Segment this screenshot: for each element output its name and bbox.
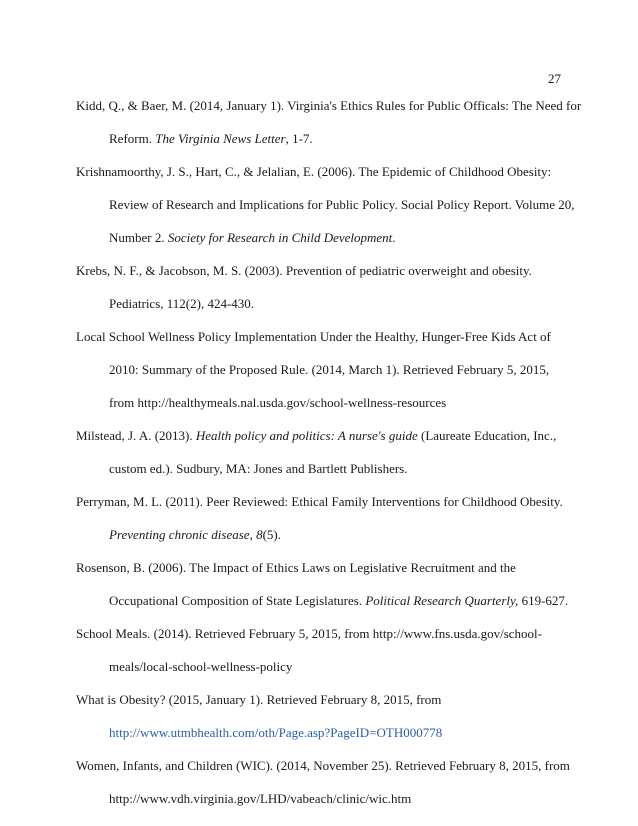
reference-first-line bbox=[76, 692, 566, 708]
reference-entry bbox=[76, 98, 582, 147]
reference-continuation-line bbox=[76, 395, 566, 411]
reference-text: (5). bbox=[262, 527, 281, 542]
reference-entry bbox=[76, 329, 566, 411]
reference-text: Kidd, Q., & Baer, M. (2014, January 1). Virginia's Ethics Rules for Public Officals: The Need for bbox=[76, 98, 582, 113]
reference-continuation-line bbox=[76, 461, 566, 477]
reference-first-line bbox=[76, 164, 566, 180]
reference-text: 2010: Summary of the Proposed Rule. (2014, March 1). Retrieved February 5, 2015, bbox=[109, 362, 550, 377]
reference-text: 619-627. bbox=[518, 593, 569, 608]
reference-text: http://www.vdh.virginia.gov/LHD/vabeach/clinic/wic.htm bbox=[109, 791, 412, 806]
reference-continuation-line bbox=[76, 791, 566, 807]
reference-first-line bbox=[76, 329, 566, 345]
reference-text: Krebs, N. F., & Jacobson, M. S. (2003). Prevention of pediatric overweight and obesity. bbox=[76, 263, 532, 278]
reference-continuation-line bbox=[76, 131, 566, 147]
reference-text: Reform. bbox=[109, 131, 156, 146]
reference-text: Perryman, M. L. (2011). Peer Reviewed: Ethical Family Interventions for Childhood Obesity. bbox=[76, 494, 563, 509]
reference-text: meals/local-school-wellness-policy bbox=[109, 659, 293, 674]
reference-first-line bbox=[76, 560, 566, 576]
reference-continuation-line bbox=[76, 659, 566, 675]
reference-italic-text: Political Research Quarterly, bbox=[365, 593, 519, 608]
reference-continuation-line bbox=[76, 197, 575, 213]
reference-italic-text: Health policy and politics: A nurse's guide bbox=[195, 428, 418, 443]
reference-continuation-line bbox=[76, 725, 566, 741]
reference-text: Occupational Composition of State Legislatures. bbox=[109, 593, 366, 608]
reference-entry bbox=[76, 428, 566, 477]
reference-text: Krishnamoorthy, J. S., Hart, C., & Jelalian, E. (2006). The Epidemic of Childhood Obesity: bbox=[76, 164, 552, 179]
reference-entry bbox=[76, 626, 566, 675]
reference-continuation-line bbox=[76, 527, 566, 543]
reference-text: (Laureate Education, Inc., bbox=[417, 428, 557, 443]
reference-text: Number 2. bbox=[109, 230, 168, 245]
reference-text: Women, Infants, and Children (WIC). (2014, November 25). Retrieved February 8, 2015, from bbox=[76, 758, 570, 773]
page-number: 27 bbox=[548, 71, 561, 86]
reference-first-line bbox=[76, 494, 566, 510]
reference-italic-text: 8 bbox=[256, 527, 263, 542]
reference-first-line bbox=[76, 98, 582, 114]
reference-text: , bbox=[249, 527, 257, 542]
reference-link[interactable]: http://www.utmbhealth.com/oth/Page.asp?PageID=OTH000778 bbox=[109, 725, 443, 740]
reference-text: . bbox=[392, 230, 396, 245]
reference-first-line bbox=[76, 263, 566, 279]
reference-entry bbox=[76, 560, 569, 609]
reference-entry bbox=[76, 263, 566, 312]
reference-text: Pediatrics, 112(2), 424-430. bbox=[109, 296, 255, 311]
reference-first-line bbox=[76, 626, 566, 642]
reference-entry bbox=[76, 494, 566, 543]
reference-continuation-line bbox=[76, 593, 569, 609]
reference-text: Rosenson, B. (2006). The Impact of Ethics Laws on Legislative Recruitment and the bbox=[76, 560, 516, 575]
reference-italic-text: Society for Research in Child Development bbox=[167, 230, 393, 245]
reference-first-line bbox=[76, 758, 570, 774]
reference-first-line bbox=[76, 428, 566, 444]
reference-entry bbox=[76, 164, 575, 246]
reference-continuation-line bbox=[76, 296, 566, 312]
reference-continuation-line bbox=[76, 230, 566, 246]
reference-text: Local School Wellness Policy Implementation Under the Healthy, Hunger-Free Kids Act of bbox=[76, 329, 551, 344]
reference-entry bbox=[76, 692, 566, 741]
reference-continuation-line bbox=[76, 362, 566, 378]
reference-italic-text: The Virginia News Letter bbox=[155, 131, 286, 146]
reference-entry bbox=[76, 758, 570, 807]
reference-text: from http://healthymeals.nal.usda.gov/school-wellness-resources bbox=[109, 395, 447, 410]
reference-text: Milstead, J. A. (2013). bbox=[76, 428, 196, 443]
reference-italic-text: Preventing chronic disease bbox=[109, 527, 250, 542]
reference-text: Review of Research and Implications for Public Policy. Social Policy Report. Volume 20, bbox=[109, 197, 575, 212]
reference-text: School Meals. (2014). Retrieved February 5, 2015, from http://www.fns.usda.gov/school- bbox=[76, 626, 543, 641]
reference-list bbox=[76, 98, 582, 824]
reference-text: custom ed.). Sudbury, MA: Jones and Bartlett Publishers. bbox=[109, 461, 408, 476]
reference-text: , 1-7. bbox=[285, 131, 313, 146]
reference-text: What is Obesity? (2015, January 1). Retrieved February 8, 2015, from bbox=[76, 692, 442, 707]
